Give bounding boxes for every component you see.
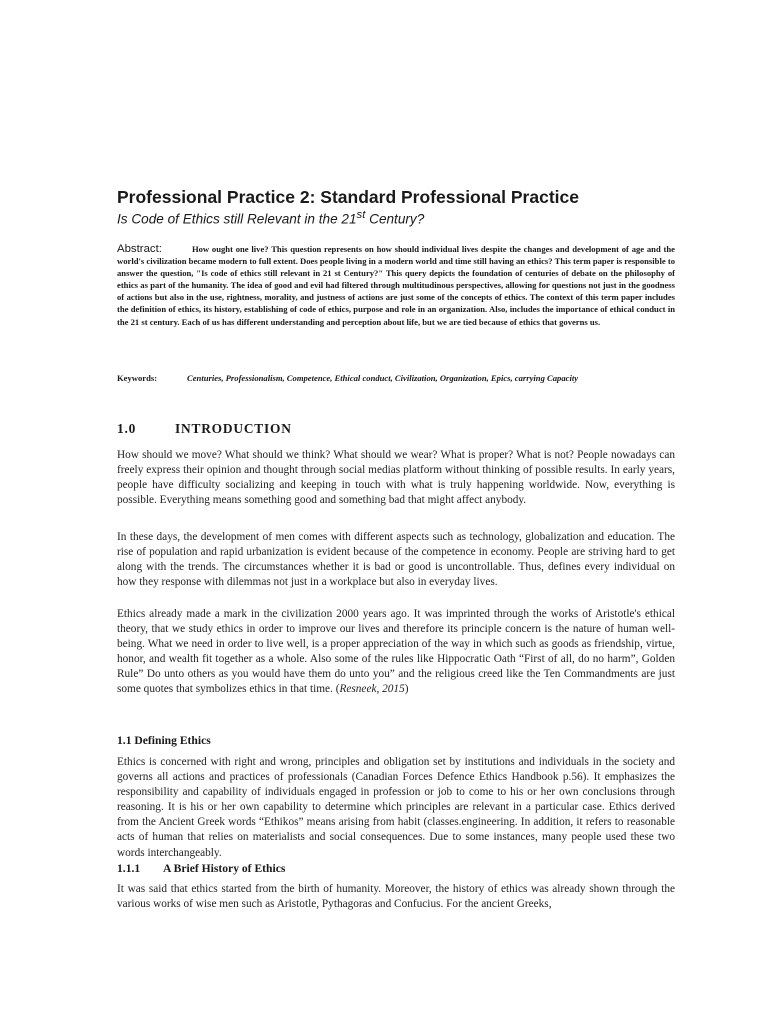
citation: Resneek, 2015: [339, 683, 405, 696]
intro-paragraph-2: In these days, the development of men comes with different aspects such as technology, globalization and education. The rise of population and rapid urbanization is evident because of the competence in economy. People are striving hard to get along with the trends. The circumstances whether it is bad or good is uncontrollable. Thus, defines every individual on how they response with dilemmas not just in a workplace but also in everyday lives.: [117, 531, 675, 589]
defining-ethics-paragraph: Ethics is concerned with right and wrong, principles and obligation set by institutions and individuals in the society and governs all actions and practices of professionals (Canadian Forces Defence Ethics Handbook p.56). It emphasizes the responsibility and capability of individuals engaged in profession or job to come to his or her own conclusions through reasoning. It is his or her own capability to determine which principles are relevant in a particular case. Ethics derived from the Ancient Greek words “Ethikos” means arising from habit (classes.engineering. In addition, it refers to reasonable acts of human that relies on materialists and social consequences. Due to some instances, many people used these two words interchangeably.: [117, 756, 675, 859]
subsubsection-number: 1.1.1: [117, 862, 141, 875]
keywords: [117, 373, 687, 383]
subsection-heading-history: [117, 862, 285, 875]
intro-paragraph-1: How should we move? What should we think? What should we wear? What is proper? What is not? People nowadays can freely express their opinion and thought through social medias platform without thinking of possible results. In early years, people have difficulty socializing and keeping in touch with what is truly happening worldwide. Now, everything is possible. Everything means something good and something bad that might affect anybody.: [117, 449, 675, 507]
subsection-title: Defining Ethics: [134, 734, 211, 747]
abstract: [117, 243, 675, 328]
subsection-number: 1.1: [117, 734, 132, 747]
subsubsection-title: A Brief History of Ethics: [163, 862, 286, 875]
keywords-label: Keywords:: [117, 373, 158, 383]
paper-title: Professional Practice 2: Standard Professional Practice: [117, 187, 579, 207]
abstract-text: How ought one live? This question represents on how should individual lives despite the changes and development of age and the world's civilization became modern to full extent. Does people living in a modern world and time still having an ethics? This term paper is responsible to answer the question, "Is code of ethics still relevant in 21 st Century?" This query depicts the foundation of centuries of debate on the philosophy of ethics as part of the humanity. The idea of good and evil had filtered through multitudinous perspectives, allowing for questions not just in the goodness of actions but also in the use, rightness, morality, and justness of actions are just some of the concepts of ethics. The context of this term paper includes the definition of ethics, its history, establishing of code of ethics, purpose and role in an organization. Also, includes the importance of ethical conduct in the 21 st century. Each of us has different understanding and perception about life, but we are tied because of ethics that governs us.: [117, 244, 675, 327]
history-paragraph: It was said that ethics started from the birth of humanity. Moreover, the history of ethics was already shown through the various works of wise men such as Aristotle, Pythagoras and Confucius. For the ancient Greeks,: [117, 883, 675, 911]
subtitle-superscript: st: [356, 209, 366, 221]
section-number: 1.0: [117, 421, 137, 436]
paper-subtitle: [117, 209, 717, 227]
intro-paragraph-3-text: Ethics already made a mark in the civilization 2000 years ago. It was imprinted through the works of Aristotle's ethical theory, that we study ethics in order to improve our lives and therefore its principle concern is the nature of human well-being. What we need in order to live well, is a proper appreciation of the way in which such as goods as friendship, virtue, honor, and wealth fit together as a whole. Also some of the rules like Hippocratic Oath “First of all, do no harm”, Golden Rule” Do unto others as you would have them do unto you” and the religious creed like the Ten Commandments are just some quotes that symbolizes ethics in that time.: [117, 608, 675, 696]
subtitle-main: Is Code of Ethics still Relevant in the 21: [117, 211, 357, 227]
section-heading-introduction: [117, 421, 292, 437]
intro-paragraph-3: Ethics already made a mark in the civilization 2000 years ago. It was imprinted through the works of Aristotle's ethical theory, that we study ethics in order to improve our lives and therefore its principle concern is the nature of human well-being. What we need in order to live well, is a proper appreciation of the way in which such as goods as friendship, virtue, honor, and wealth fit together as a whole. Also some of the rules like Hippocratic Oath “First of all, do no harm”, Golden Rule” Do unto others as you would have them do unto you” and the religious creed like the Ten Commandments are just some quotes that symbolizes ethics in that time. (Resneek, 2015): [117, 608, 675, 696]
keywords-text: Centuries, Professionalism, Competence, Ethical conduct, Civilization, Organization, Epics, carrying Capacity: [187, 373, 579, 383]
subtitle-end: Century?: [365, 211, 425, 227]
section-title: INTRODUCTION: [175, 421, 292, 436]
abstract-label: Abstract:: [117, 243, 162, 255]
subsection-heading-defining-ethics: [117, 734, 211, 747]
